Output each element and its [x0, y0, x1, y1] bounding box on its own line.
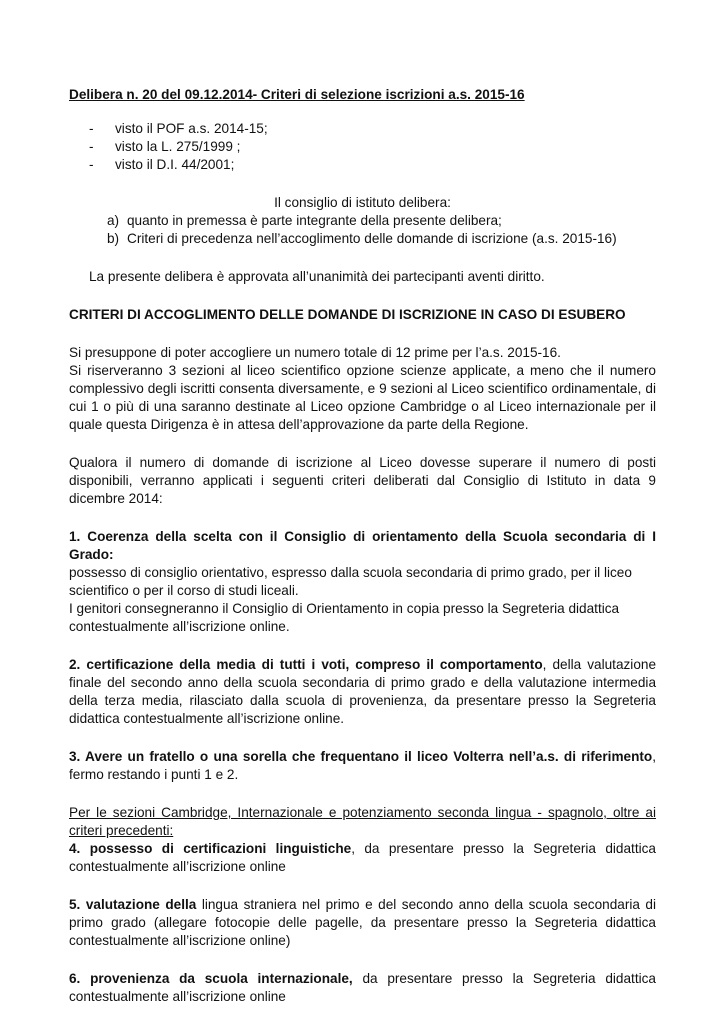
criterion-2-heading: 2. certificazione della media di tutti i voti, compreso il comportamento [69, 657, 543, 672]
criterion-2-text: , della valutazione finale del secondo anno della scuola secondaria di primo grado e della valutazione intermedia della terza media, rilasciato dalla scuola di provenienza, da presentare presso la Segreteria didattica contestualmente all’iscrizione online. [69, 657, 657, 726]
deliberation-item [107, 212, 656, 230]
criterion-1-heading: 1. Coerenza della scelta con il Consiglio di orientamento della Scuola secondaria di I Grado: [69, 529, 656, 562]
premise-item: - visto il POF a.s. 2014-15; [89, 120, 656, 138]
section-title: CRITERI DI ACCOGLIMENTO DELLE DOMANDE DI ISCRIZIONE IN CASO DI ESUBERO [69, 307, 626, 322]
deliberation-text: quanto in premessa è parte integrante della presente delibera; [127, 213, 502, 228]
premise-item: - visto la L. 275/1999 ; [89, 138, 656, 156]
criterion-5-text: lingua straniera nel primo e del secondo anno della scuola secondaria di primo grado (allegare fotocopie delle pagelle, da presentare presso la Segreteria didattica contestualmente all’iscrizione online) [69, 897, 656, 948]
premises-list [69, 120, 656, 174]
intro-paragraph [69, 344, 656, 434]
extra-criteria-heading: Per le sezioni Cambridge, Internazionale e potenziamento seconda lingua - spagnolo, oltre ai criteri precedenti: [69, 805, 656, 838]
criterion-2 [69, 656, 656, 728]
criterion-1-line: I genitori consegneranno il Consiglio di Orientamento in copia presso la Segreteria didattica [69, 601, 620, 616]
criterion-1 [69, 528, 656, 636]
deliberations-list [69, 212, 656, 248]
criterion-4-heading: 4. possesso di certificazioni linguistiche [69, 841, 352, 856]
intro-line-1: Si presuppone di poter accogliere un numero totale di 12 prime per l’a.s. 2015-16. [69, 345, 561, 360]
criterion-4-text: , da presentare presso la Segreteria didattica contestualmente all’iscrizione online [69, 841, 656, 874]
criterion-1-line: possesso di consiglio orientativo, espresso dalla scuola secondaria di primo grado, per il liceo [69, 565, 632, 580]
deliberation-item [107, 230, 656, 248]
criterion-3 [69, 748, 656, 784]
deliberation-marker: a) [107, 213, 120, 228]
deliberation-marker: b) [107, 231, 120, 246]
criterion-3-text: , fermo restando i punti 1 e 2. [69, 749, 656, 782]
deliberates-heading: Il consiglio di istituto delibera: [274, 195, 451, 210]
criterion-6 [69, 970, 656, 1006]
criterion-5-heading: 5. valutazione della [69, 897, 197, 912]
intro-line-2: Si riserveranno 3 sezioni al liceo scientifico opzione scienze applicate, a meno che il numero complessivo degli iscritti consenta diversamente, e 9 sezioni al Liceo scientifico ordinamentale, di cui 1 o più di una saranno destinate al Liceo opzione Cambridge o al Liceo internazionale per il quale questa Dirigenza è in attesa dell’approvazione da parte della Regione. [69, 363, 656, 432]
criterion-6-heading: 6. provenienza da scuola internazionale, [69, 971, 353, 986]
criterion-3-heading: 3. Avere un fratello o una sorella che frequentano il liceo Volterra nell’a.s. di riferimento [69, 749, 653, 764]
criterion-6-text: da presentare presso la Segreteria didattica contestualmente all’iscrizione online [69, 971, 656, 1004]
document-title: Delibera n. 20 del 09.12.2014- Criteri di selezione iscrizioni a.s. 2015-16 [69, 87, 525, 102]
deliberation-text: Criteri di precedenza nell’accoglimento delle domande di iscrizione (a.s. 2015-16) [127, 231, 617, 246]
premise-item: - visto il D.I. 44/2001; [89, 156, 656, 174]
criterion-1-line: scientifico o per il corso di studi liceali. [69, 583, 299, 598]
criterion-1-line: contestualmente all’iscrizione online. [69, 619, 290, 634]
approval-statement: La presente delibera è approvata all’unanimità dei partecipanti aventi diritto. [89, 269, 545, 284]
criterion-5 [69, 896, 656, 950]
intro-paragraph-3: Qualora il numero di domande di iscrizione al Liceo dovesse superare il numero di posti disponibili, verranno applicati i seguenti criteri deliberati dal Consiglio di Istituto in data 9 dicembre 2014: [69, 455, 656, 506]
extra-criteria-block [69, 804, 656, 876]
